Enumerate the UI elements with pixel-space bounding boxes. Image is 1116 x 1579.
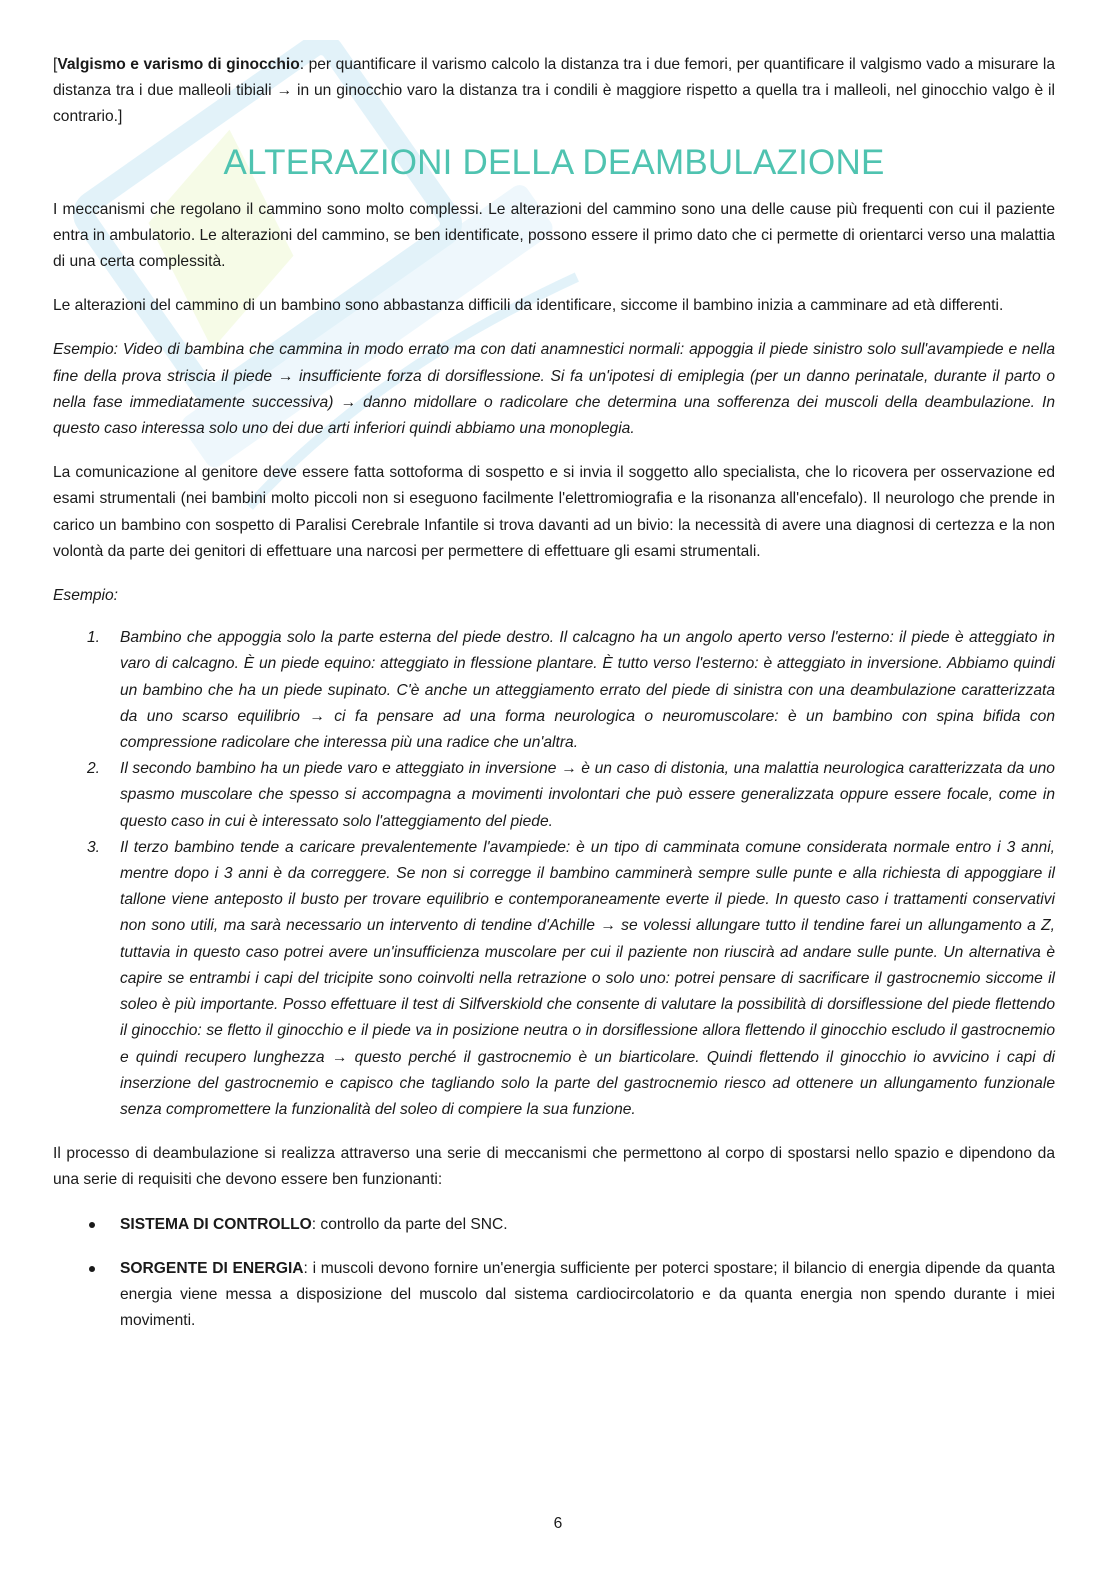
list-item [53,835,1055,1123]
list-number: 3. [87,838,101,856]
cases-list [53,625,1055,1123]
list-item [53,625,1055,756]
requirement-text: : i muscoli devono fornire un'energia sufficiente per poterci spostare; il bilancio di energia dipende da quanta energia viene messa a disposizione del muscolo dal sistema cardiocircolatorio e da quanta energia non spendo durante i miei movimenti. [120,1259,1055,1330]
list-number: 2. [87,760,101,778]
requirement-term: SISTEMA DI CONTROLLO [120,1215,312,1233]
intro-term: Valgismo e varismo di ginocchio [57,56,300,73]
page-number: 6 [553,1515,563,1532]
paragraph-1: I meccanismi che regolano il cammino sono molto complessi. Le alterazioni del cammino sono una delle cause più frequenti con cui il paziente entra in ambulatorio. Le alterazioni del cammino, se ben identificate, possono essere il primo dato che ci permette di orientarci verso una malattia di una certa complessità. [53,200,1055,271]
requirements-list [53,1212,1055,1335]
paragraph-3: La comunicazione al genitore deve essere fatta sottoforma di sospetto e si invia il soggetto allo specialista, che lo ricovera per osservazione ed esami strumentali (nei bambini molto piccoli non si eseguono facilmente l'elettromiografia e la risonanza all'encefalo). Il neurologo che prende in carico un bambino con sospetto di Paralisi Cerebrale Infantile si trova davanti ad un bivio: la necessità di avere una diagnosi di certezza e la non volontà da parte dei genitori di effettuare una narcosi per permettere di effettuare gli esami strumentali. [53,464,1055,560]
requirement-text: : controllo da parte del SNC. [311,1215,508,1233]
requirement-term: SORGENTE DI ENERGIA [120,1259,304,1277]
list-item-text: Il secondo bambino ha un piede varo e atteggiato in inversione → è un caso di distonia, una malattia neurologica caratterizzata da uno spasmo muscolare che spesso si accompagna a movimenti involontari che può essere generalizzata oppure essere focale, come in questo caso in cui è interessato solo l'atteggiamento del piede. [120,760,1055,830]
example-label: Esempio: [53,587,119,605]
list-item [53,756,1055,835]
bullet-icon [89,1222,95,1228]
document-body [53,52,1055,1334]
paragraph-2: Le alterazioni del cammino di un bambino sono abbastanza difficili da identificare, siccome il bambino inizia a camminare ad età differenti. [53,297,1004,315]
intro-paragraph: [Valgismo e varismo di ginocchio: per quantificare il varismo calcolo la distanza tra i due femori, per quantificare il valgismo vado a misurare la distanza tra i due malleoli tibiali → in un ginocchio varo la distanza tra i condili è maggiore rispetto a quella tra i malleoli, nel ginocchio valgo è il contrario.] [53,56,1056,126]
intro-text: : per quantificare il varismo calcolo la distanza tra i due femori, per quantificare il valgismo vado a misurare la distanza tra i due malleoli tibiali → in un ginocchio varo la distanza tra i condili è maggiore rispetto a quella tra i malleoli, nel ginocchio valgo è il contrario.] [53,56,1056,126]
list-item-text: Bambino che appoggia solo la parte esterna del piede destro. Il calcagno ha un angolo aperto verso l'esterno: il piede è atteggiato in varo di calcagno. È un piede equino: atteggiato in flessione plantare. È tutto verso l'esterno: è atteggiato in inversione. Abbiamo quindi un bambino che ha un piede supinato. C'è anche un atteggiamento errato del piede di sinistra con una deambulazione caratterizzata da uno scarso equilibrio → ci fa pensare ad una forma neurologica o neuromuscolare: è un bambino con spina bifida con compressione radicolare che interessa più una radice che un'altra. [120,629,1055,752]
list-item [53,1256,1055,1335]
bullet-icon [89,1266,95,1272]
list-number: 1. [87,629,101,647]
paragraph-4: Il processo di deambulazione si realizza attraverso una serie di meccanismi che permettono al corpo di spostarsi nello spazio e dipendono da una serie di requisiti che devono essere ben funzionanti: [53,1145,1055,1189]
section-title: ALTERAZIONI DELLA DEAMBULAZIONE [223,142,885,182]
example-paragraph: Esempio: Video di bambina che cammina in modo errato ma con dati anamnestici normali: appoggia il piede sinistro solo sull'avampiede e nella fine della prova striscia il piede → insufficiente forza di dorsiflessione. Si fa un'ipotesi di emiplegia (per un danno perinatale, durante il parto o nella fase immediatamente successiva) → danno midollare o radicolare che determina una sofferenza dei muscoli della deambulazione. In questo caso interessa solo uno dei due arti inferiori quindi abbiamo una monoplegia. [53,341,1055,438]
list-item-text: Il terzo bambino tende a caricare prevalentemente l'avampiede: è un tipo di camminata comune considerata normale entro i 3 anni, mentre dopo i 3 anni è da correggere. Se non si corregge il bambino camminerà sempre sulle punte e alla richiesta di appoggiare il tallone viene anteposto il busto per trovare equilibrio e contemporaneamente everte il piede. In questo caso i trattamenti conservativi non sono utili, ma sarà necessario un intervento di tendine d'Achille → se volessi allungare tutto il tendine farei un allungamento a Z, tuttavia in questo caso potrei avere un'insufficienza muscolare per cui il paziente non riuscirà ad andare sulle punte. Un alternativa è capire se entrambi i capi del tricipite sono coinvolti nella retrazione o solo uno: potrei pensare di sacrificare il gastrocnemio siccome il soleo è più importante. Posso effettuare il test di Silfverskiold che consente di valutare la possibilità di dorsiflessione del piede flettendo il ginocchio: se fletto il ginocchio e il piede va in posizione neutra o in dorsiflessione allora flettendo il ginocchio escludo il gastrocnemio e quindi recupero lunghezza → questo perché il gastrocnemio è un biarticolare. Quindi flettendo il ginocchio io avvicino i capi di inserzione del gastrocnemio e capisco che tagliando solo la parte del gastrocnemio riesco ad ottenere un allungamento funzionale senza compromettere la funzionalità del soleo di compiere la sua funzione. [120,838,1055,1118]
list-item [53,1212,1055,1238]
